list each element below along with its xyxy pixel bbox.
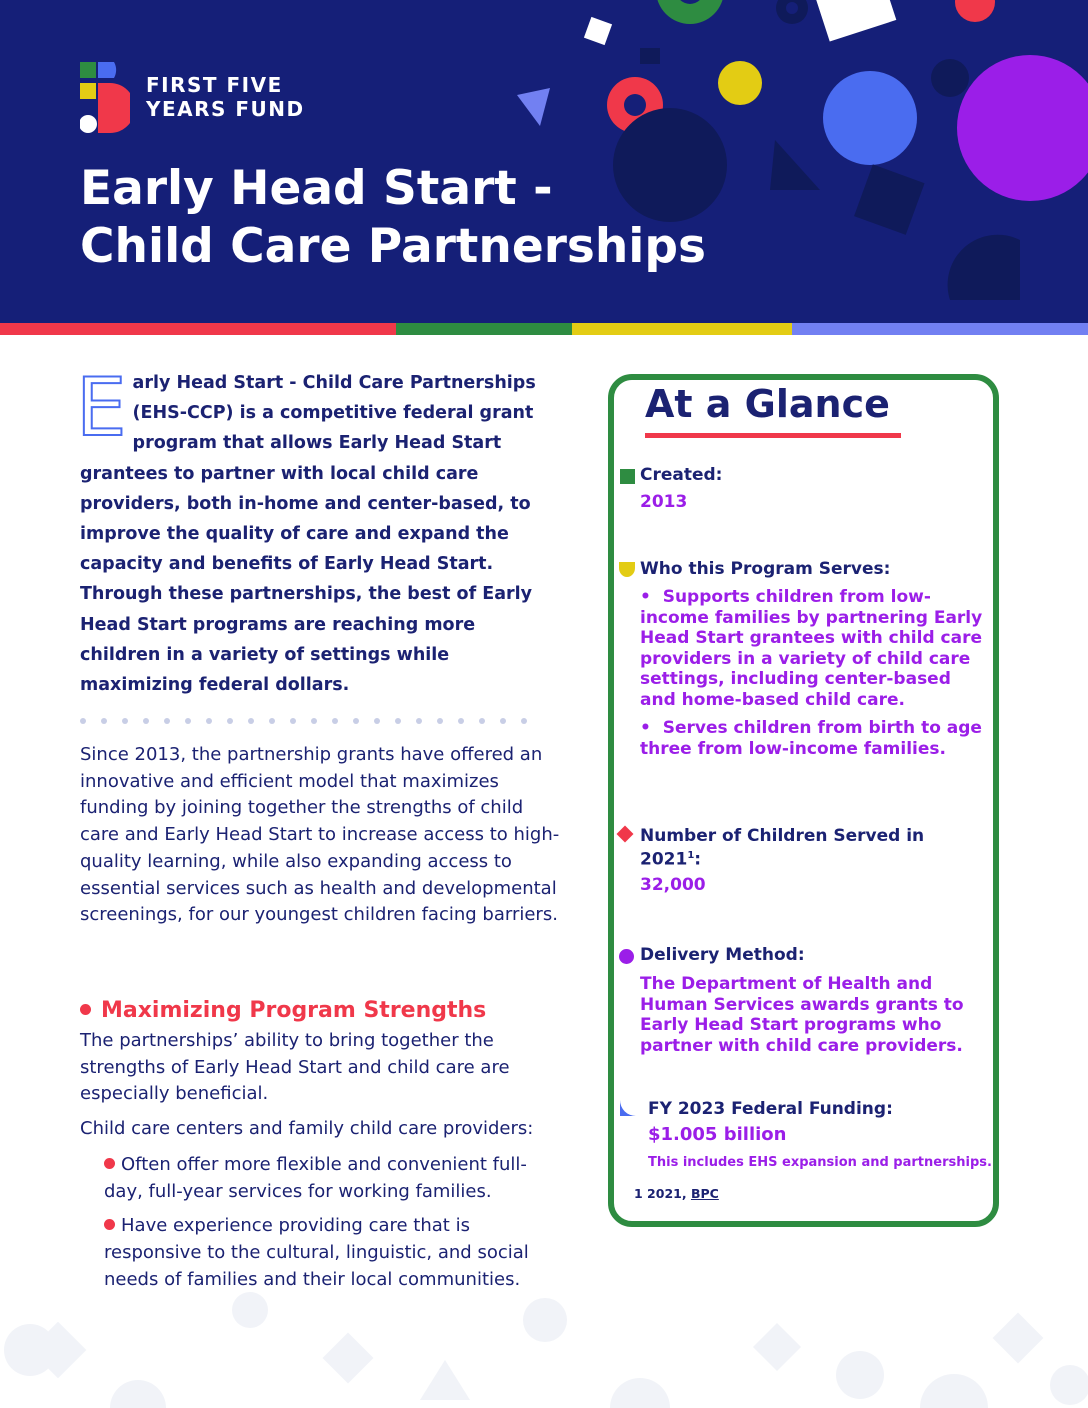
section-heading: Maximizing Program Strengths	[80, 998, 486, 1023]
background-pattern	[0, 1290, 1088, 1408]
yellow-shield-icon	[619, 562, 635, 578]
funding-value: $1.005 billion	[648, 1124, 787, 1145]
funding-note: This includes EHS expansion and partnerships.	[648, 1155, 992, 1170]
glance-title: At a Glance	[645, 382, 890, 426]
intro-paragraph	[76, 361, 550, 700]
heading-bullet-icon	[80, 1004, 91, 1015]
since-paragraph: Since 2013, the partnership grants have offered an innovative and efficient model that maximizes funding by joining together the strengths of child care and Early Head Start to increase access to high-quality learning, while also expanding access to essential services such as health and developmental screenings, for our youngest children facing barriers.	[80, 744, 560, 926]
created-value: 2013	[640, 492, 688, 512]
brand-name: FIRST FIVE YEARS FUND	[146, 73, 305, 121]
list-item: Often offer more flexible and convenient full-day, full-year services for working families.	[104, 1154, 527, 1202]
bullet-icon	[104, 1158, 115, 1169]
funding-label: FY 2023 Federal Funding:	[648, 1099, 893, 1119]
section-paragraph-2: Child care centers and family child care providers:	[80, 1118, 534, 1139]
color-stripe-yellow	[572, 323, 792, 335]
children-value: 32,000	[640, 875, 706, 895]
created-label: Created:	[640, 465, 723, 485]
color-stripe-green	[396, 323, 572, 335]
children-label: Number of Children Served in 2021$^1$:	[640, 826, 925, 870]
glance-title-underline	[645, 433, 901, 438]
footnote-source-link[interactable]: BPC	[690, 1186, 719, 1201]
serves-label: Who this Program Serves:	[640, 559, 891, 579]
drop-cap: E	[76, 361, 127, 454]
blue-quarter-circle-icon	[620, 1100, 636, 1116]
section-paragraph-1: The partnerships’ ability to bring together the strengths of Early Head Start and child care are especially beneficial.	[80, 1030, 510, 1105]
color-stripe-blue	[792, 323, 1088, 335]
list-item: Have experience providing care that is responsive to the cultural, linguistic, and social needs of families and their local communities.	[104, 1215, 529, 1290]
page-title: Early Head Start - Child Care Partnerships	[80, 161, 707, 274]
first-five-years-fund-logo	[80, 62, 130, 134]
bullet-icon	[104, 1219, 115, 1230]
color-stripe-red	[0, 323, 396, 335]
purple-circle-icon	[619, 949, 634, 964]
header-banner	[0, 0, 1088, 323]
serves-item-2: • Serves children from birth to age three from low-income families.	[640, 718, 982, 759]
serves-item-1: • Supports children from low-income families by partnering Early Head Start grantees with child care providers in a variety of child care settings, including center-based and home-based child care.	[640, 587, 983, 710]
footnote: 1 2021, BPC	[634, 1186, 719, 1201]
green-square-icon	[620, 469, 635, 484]
delivery-label: Delivery Method:	[640, 945, 805, 965]
delivery-value: The Department of Health and Human Services awards grants to Early Head Start programs who partner with child care providers.	[640, 974, 964, 1056]
dotted-divider	[80, 716, 535, 726]
intro-text: arly Head Start - Child Care Partnerships (EHS-CCP) is a competitive federal grant program that allows Early Head Start grantees to partner with local child care providers, both in-home and center-based, to improve the quality of care and expand the capacity and benefits of Early Head Start. Through these partnerships, the best of Early Head Start programs are reaching more children in a variety of settings while maximizing federal dollars.	[80, 373, 536, 696]
